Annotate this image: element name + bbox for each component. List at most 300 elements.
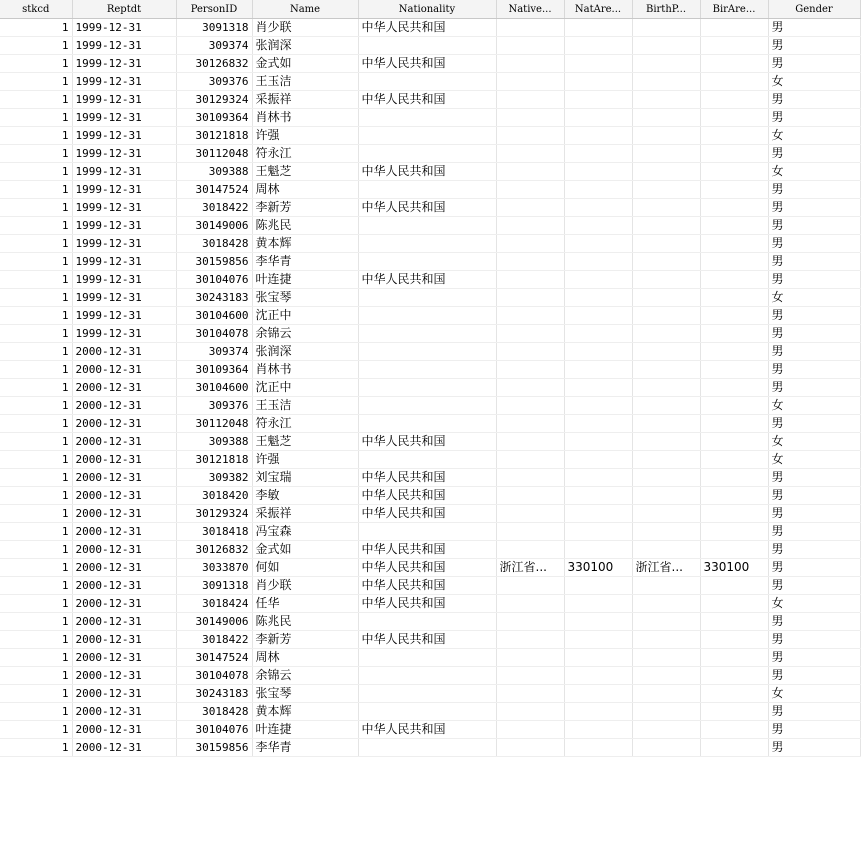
cell-nationality[interactable] <box>358 37 496 55</box>
cell-reptdt[interactable]: 2000-12-31 <box>72 487 176 505</box>
cell-birthplace[interactable] <box>632 325 700 343</box>
cell-birarea[interactable] <box>700 523 768 541</box>
cell-native[interactable] <box>496 109 564 127</box>
table-row[interactable] <box>0 685 860 703</box>
cell-natarea[interactable] <box>564 127 632 145</box>
table-row[interactable] <box>0 361 860 379</box>
cell-stkcd[interactable]: 1 <box>0 541 72 559</box>
cell-name[interactable]: 王玉洁 <box>252 73 358 91</box>
cell-native[interactable] <box>496 379 564 397</box>
cell-birthplace[interactable] <box>632 163 700 181</box>
cell-personid[interactable]: 3018424 <box>176 595 252 613</box>
cell-name[interactable]: 任华 <box>252 595 358 613</box>
cell-stkcd[interactable]: 1 <box>0 433 72 451</box>
cell-nationality[interactable] <box>358 181 496 199</box>
cell-personid[interactable]: 309376 <box>176 73 252 91</box>
cell-reptdt[interactable]: 1999-12-31 <box>72 325 176 343</box>
cell-birthplace[interactable] <box>632 361 700 379</box>
cell-personid[interactable]: 30109364 <box>176 109 252 127</box>
cell-native[interactable] <box>496 541 564 559</box>
cell-native[interactable] <box>496 667 564 685</box>
cell-personid[interactable]: 30104076 <box>176 721 252 739</box>
cell-gender[interactable]: 女 <box>768 163 860 181</box>
cell-personid[interactable]: 30104076 <box>176 271 252 289</box>
cell-birthplace[interactable] <box>632 451 700 469</box>
cell-natarea[interactable] <box>564 523 632 541</box>
cell-native[interactable] <box>496 199 564 217</box>
cell-reptdt[interactable]: 2000-12-31 <box>72 505 176 523</box>
cell-natarea[interactable] <box>564 343 632 361</box>
cell-gender[interactable]: 男 <box>768 631 860 649</box>
column-header-gender[interactable]: Gender <box>768 0 860 19</box>
cell-stkcd[interactable]: 1 <box>0 487 72 505</box>
cell-gender[interactable]: 男 <box>768 217 860 235</box>
cell-birthplace[interactable] <box>632 19 700 37</box>
cell-birthplace[interactable] <box>632 109 700 127</box>
cell-personid[interactable]: 309382 <box>176 469 252 487</box>
cell-personid[interactable]: 3091318 <box>176 577 252 595</box>
cell-name[interactable]: 符永江 <box>252 415 358 433</box>
cell-gender[interactable]: 男 <box>768 523 860 541</box>
cell-name[interactable]: 陈兆民 <box>252 613 358 631</box>
cell-birthplace[interactable] <box>632 415 700 433</box>
cell-birthplace[interactable] <box>632 739 700 757</box>
cell-birthplace[interactable]: 浙江省... <box>632 559 700 577</box>
cell-nationality[interactable] <box>358 415 496 433</box>
table-row[interactable] <box>0 541 860 559</box>
cell-gender[interactable]: 男 <box>768 559 860 577</box>
table-row[interactable] <box>0 163 860 181</box>
cell-native[interactable] <box>496 703 564 721</box>
cell-reptdt[interactable]: 1999-12-31 <box>72 55 176 73</box>
cell-natarea[interactable] <box>564 613 632 631</box>
cell-native[interactable] <box>496 739 564 757</box>
table-row[interactable] <box>0 199 860 217</box>
cell-gender[interactable]: 男 <box>768 703 860 721</box>
cell-birarea[interactable] <box>700 667 768 685</box>
cell-reptdt[interactable]: 2000-12-31 <box>72 523 176 541</box>
table-row[interactable] <box>0 613 860 631</box>
cell-birarea[interactable] <box>700 181 768 199</box>
cell-stkcd[interactable]: 1 <box>0 577 72 595</box>
cell-birthplace[interactable] <box>632 91 700 109</box>
cell-gender[interactable]: 男 <box>768 343 860 361</box>
cell-stkcd[interactable]: 1 <box>0 109 72 127</box>
column-header-name[interactable]: Name <box>252 0 358 19</box>
cell-natarea[interactable] <box>564 37 632 55</box>
cell-reptdt[interactable]: 2000-12-31 <box>72 667 176 685</box>
cell-name[interactable]: 金式如 <box>252 541 358 559</box>
cell-native[interactable] <box>496 415 564 433</box>
cell-nationality[interactable] <box>358 361 496 379</box>
cell-gender[interactable]: 男 <box>768 271 860 289</box>
cell-birthplace[interactable] <box>632 523 700 541</box>
cell-personid[interactable]: 309374 <box>176 37 252 55</box>
cell-birarea[interactable] <box>700 721 768 739</box>
cell-reptdt[interactable]: 1999-12-31 <box>72 307 176 325</box>
cell-native[interactable] <box>496 631 564 649</box>
cell-personid[interactable]: 3033870 <box>176 559 252 577</box>
cell-personid[interactable]: 30112048 <box>176 415 252 433</box>
cell-nationality[interactable]: 中华人民共和国 <box>358 469 496 487</box>
table-row[interactable] <box>0 379 860 397</box>
cell-natarea[interactable] <box>564 739 632 757</box>
cell-name[interactable]: 李华青 <box>252 739 358 757</box>
cell-reptdt[interactable]: 2000-12-31 <box>72 577 176 595</box>
cell-birarea[interactable] <box>700 55 768 73</box>
cell-natarea[interactable] <box>564 415 632 433</box>
cell-natarea[interactable] <box>564 721 632 739</box>
cell-name[interactable]: 张润深 <box>252 343 358 361</box>
cell-birarea[interactable] <box>700 397 768 415</box>
cell-birthplace[interactable] <box>632 379 700 397</box>
table-row[interactable] <box>0 37 860 55</box>
table-row[interactable] <box>0 721 860 739</box>
cell-stkcd[interactable]: 1 <box>0 91 72 109</box>
cell-natarea[interactable] <box>564 181 632 199</box>
table-row[interactable] <box>0 289 860 307</box>
table-row[interactable] <box>0 145 860 163</box>
cell-nationality[interactable]: 中华人民共和国 <box>358 487 496 505</box>
cell-native[interactable] <box>496 487 564 505</box>
cell-nationality[interactable] <box>358 523 496 541</box>
cell-gender[interactable]: 男 <box>768 469 860 487</box>
cell-nationality[interactable]: 中华人民共和国 <box>358 19 496 37</box>
cell-reptdt[interactable]: 2000-12-31 <box>72 631 176 649</box>
cell-native[interactable] <box>496 343 564 361</box>
cell-stkcd[interactable]: 1 <box>0 325 72 343</box>
cell-personid[interactable]: 3018428 <box>176 703 252 721</box>
cell-stkcd[interactable]: 1 <box>0 595 72 613</box>
cell-personid[interactable]: 309376 <box>176 397 252 415</box>
cell-gender[interactable]: 男 <box>768 109 860 127</box>
cell-nationality[interactable]: 中华人民共和国 <box>358 91 496 109</box>
cell-reptdt[interactable]: 2000-12-31 <box>72 703 176 721</box>
cell-nationality[interactable]: 中华人民共和国 <box>358 55 496 73</box>
cell-personid[interactable]: 30129324 <box>176 505 252 523</box>
cell-native[interactable] <box>496 37 564 55</box>
cell-native[interactable] <box>496 361 564 379</box>
cell-personid[interactable]: 30104600 <box>176 379 252 397</box>
cell-native[interactable] <box>496 55 564 73</box>
table-row[interactable] <box>0 55 860 73</box>
cell-birarea[interactable] <box>700 649 768 667</box>
cell-gender[interactable]: 男 <box>768 505 860 523</box>
cell-native[interactable] <box>496 145 564 163</box>
cell-gender[interactable]: 男 <box>768 721 860 739</box>
cell-reptdt[interactable]: 2000-12-31 <box>72 451 176 469</box>
cell-stkcd[interactable]: 1 <box>0 307 72 325</box>
cell-reptdt[interactable]: 1999-12-31 <box>72 199 176 217</box>
cell-reptdt[interactable]: 2000-12-31 <box>72 343 176 361</box>
cell-reptdt[interactable]: 2000-12-31 <box>72 469 176 487</box>
cell-name[interactable]: 王玉洁 <box>252 397 358 415</box>
cell-native[interactable] <box>496 613 564 631</box>
cell-birarea[interactable]: 330100 <box>700 559 768 577</box>
cell-stkcd[interactable]: 1 <box>0 451 72 469</box>
cell-birthplace[interactable] <box>632 289 700 307</box>
cell-reptdt[interactable]: 1999-12-31 <box>72 271 176 289</box>
cell-birarea[interactable] <box>700 91 768 109</box>
cell-stkcd[interactable]: 1 <box>0 163 72 181</box>
cell-name[interactable]: 黄本辉 <box>252 703 358 721</box>
table-row[interactable] <box>0 91 860 109</box>
cell-personid[interactable]: 30147524 <box>176 649 252 667</box>
cell-reptdt[interactable]: 1999-12-31 <box>72 217 176 235</box>
cell-native[interactable] <box>496 217 564 235</box>
cell-birthplace[interactable] <box>632 469 700 487</box>
cell-native[interactable] <box>496 253 564 271</box>
cell-natarea[interactable] <box>564 379 632 397</box>
cell-native[interactable] <box>496 127 564 145</box>
cell-nationality[interactable] <box>358 127 496 145</box>
cell-nationality[interactable] <box>358 253 496 271</box>
cell-name[interactable]: 余锦云 <box>252 325 358 343</box>
cell-personid[interactable]: 30243183 <box>176 289 252 307</box>
cell-stkcd[interactable]: 1 <box>0 235 72 253</box>
cell-personid[interactable]: 30147524 <box>176 181 252 199</box>
cell-name[interactable]: 肖林书 <box>252 361 358 379</box>
cell-nationality[interactable] <box>358 343 496 361</box>
cell-gender[interactable]: 男 <box>768 541 860 559</box>
cell-gender[interactable]: 男 <box>768 91 860 109</box>
cell-natarea[interactable] <box>564 433 632 451</box>
cell-reptdt[interactable]: 1999-12-31 <box>72 235 176 253</box>
cell-gender[interactable]: 女 <box>768 73 860 91</box>
table-row[interactable] <box>0 703 860 721</box>
cell-birthplace[interactable] <box>632 703 700 721</box>
cell-name[interactable]: 叶连捷 <box>252 721 358 739</box>
cell-birarea[interactable] <box>700 199 768 217</box>
cell-gender[interactable]: 女 <box>768 451 860 469</box>
table-row[interactable] <box>0 505 860 523</box>
cell-stkcd[interactable]: 1 <box>0 181 72 199</box>
cell-natarea[interactable] <box>564 235 632 253</box>
cell-native[interactable] <box>496 19 564 37</box>
cell-nationality[interactable] <box>358 667 496 685</box>
table-row[interactable] <box>0 739 860 757</box>
cell-stkcd[interactable]: 1 <box>0 559 72 577</box>
cell-nationality[interactable] <box>358 145 496 163</box>
cell-reptdt[interactable]: 2000-12-31 <box>72 685 176 703</box>
cell-birthplace[interactable] <box>632 235 700 253</box>
cell-birarea[interactable] <box>700 469 768 487</box>
cell-stkcd[interactable]: 1 <box>0 685 72 703</box>
table-row[interactable] <box>0 253 860 271</box>
column-header-native[interactable]: Native... <box>496 0 564 19</box>
cell-reptdt[interactable]: 1999-12-31 <box>72 253 176 271</box>
cell-native[interactable] <box>496 469 564 487</box>
cell-nationality[interactable]: 中华人民共和国 <box>358 541 496 559</box>
cell-stkcd[interactable]: 1 <box>0 127 72 145</box>
cell-gender[interactable]: 男 <box>768 199 860 217</box>
cell-nationality[interactable] <box>358 289 496 307</box>
cell-reptdt[interactable]: 2000-12-31 <box>72 361 176 379</box>
cell-nationality[interactable]: 中华人民共和国 <box>358 577 496 595</box>
cell-reptdt[interactable]: 1999-12-31 <box>72 127 176 145</box>
cell-name[interactable]: 肖林书 <box>252 109 358 127</box>
table-row[interactable] <box>0 109 860 127</box>
cell-reptdt[interactable]: 1999-12-31 <box>72 91 176 109</box>
table-row[interactable] <box>0 415 860 433</box>
cell-gender[interactable]: 男 <box>768 307 860 325</box>
cell-native[interactable] <box>496 577 564 595</box>
cell-personid[interactable]: 30121818 <box>176 451 252 469</box>
cell-birthplace[interactable] <box>632 577 700 595</box>
cell-natarea[interactable] <box>564 541 632 559</box>
cell-native[interactable] <box>496 91 564 109</box>
cell-reptdt[interactable]: 1999-12-31 <box>72 109 176 127</box>
cell-birarea[interactable] <box>700 235 768 253</box>
cell-stkcd[interactable]: 1 <box>0 469 72 487</box>
cell-personid[interactable]: 30129324 <box>176 91 252 109</box>
cell-name[interactable]: 符永江 <box>252 145 358 163</box>
cell-native[interactable] <box>496 433 564 451</box>
cell-gender[interactable]: 女 <box>768 289 860 307</box>
cell-gender[interactable]: 男 <box>768 739 860 757</box>
cell-birthplace[interactable] <box>632 649 700 667</box>
cell-birarea[interactable] <box>700 127 768 145</box>
cell-name[interactable]: 肖少联 <box>252 577 358 595</box>
cell-birarea[interactable] <box>700 541 768 559</box>
cell-name[interactable]: 王魁芝 <box>252 163 358 181</box>
cell-name[interactable]: 周林 <box>252 649 358 667</box>
cell-natarea[interactable] <box>564 307 632 325</box>
cell-birthplace[interactable] <box>632 721 700 739</box>
cell-natarea[interactable] <box>564 217 632 235</box>
cell-nationality[interactable] <box>358 397 496 415</box>
cell-birarea[interactable] <box>700 613 768 631</box>
cell-nationality[interactable] <box>358 73 496 91</box>
cell-reptdt[interactable]: 2000-12-31 <box>72 397 176 415</box>
cell-reptdt[interactable]: 2000-12-31 <box>72 739 176 757</box>
cell-name[interactable]: 冯宝森 <box>252 523 358 541</box>
cell-native[interactable] <box>496 73 564 91</box>
cell-personid[interactable]: 3018422 <box>176 199 252 217</box>
cell-reptdt[interactable]: 2000-12-31 <box>72 379 176 397</box>
cell-native[interactable] <box>496 685 564 703</box>
cell-stkcd[interactable]: 1 <box>0 217 72 235</box>
cell-reptdt[interactable]: 2000-12-31 <box>72 433 176 451</box>
cell-gender[interactable]: 男 <box>768 145 860 163</box>
cell-gender[interactable]: 女 <box>768 127 860 145</box>
cell-stkcd[interactable]: 1 <box>0 55 72 73</box>
cell-name[interactable]: 金式如 <box>252 55 358 73</box>
cell-gender[interactable]: 男 <box>768 253 860 271</box>
cell-native[interactable]: 浙江省... <box>496 559 564 577</box>
cell-birthplace[interactable] <box>632 199 700 217</box>
cell-nationality[interactable]: 中华人民共和国 <box>358 505 496 523</box>
cell-personid[interactable]: 3018428 <box>176 235 252 253</box>
cell-name[interactable]: 许强 <box>252 451 358 469</box>
cell-personid[interactable]: 30126832 <box>176 541 252 559</box>
cell-native[interactable] <box>496 505 564 523</box>
cell-birarea[interactable] <box>700 505 768 523</box>
cell-natarea[interactable] <box>564 505 632 523</box>
cell-stkcd[interactable]: 1 <box>0 19 72 37</box>
column-header-birthplace[interactable]: BirthP... <box>632 0 700 19</box>
cell-native[interactable] <box>496 451 564 469</box>
cell-natarea[interactable] <box>564 595 632 613</box>
table-row[interactable] <box>0 217 860 235</box>
cell-nationality[interactable]: 中华人民共和国 <box>358 631 496 649</box>
table-row[interactable] <box>0 577 860 595</box>
table-row[interactable] <box>0 127 860 145</box>
cell-nationality[interactable] <box>358 217 496 235</box>
cell-birarea[interactable] <box>700 145 768 163</box>
cell-stkcd[interactable]: 1 <box>0 145 72 163</box>
table-row[interactable] <box>0 433 860 451</box>
cell-birthplace[interactable] <box>632 37 700 55</box>
cell-birarea[interactable] <box>700 73 768 91</box>
cell-personid[interactable]: 3091318 <box>176 19 252 37</box>
cell-native[interactable] <box>496 595 564 613</box>
cell-birthplace[interactable] <box>632 505 700 523</box>
cell-native[interactable] <box>496 307 564 325</box>
cell-stkcd[interactable]: 1 <box>0 505 72 523</box>
cell-reptdt[interactable]: 2000-12-31 <box>72 541 176 559</box>
cell-natarea[interactable] <box>564 469 632 487</box>
cell-gender[interactable]: 男 <box>768 55 860 73</box>
cell-stkcd[interactable]: 1 <box>0 667 72 685</box>
cell-natarea[interactable] <box>564 145 632 163</box>
cell-birarea[interactable] <box>700 487 768 505</box>
cell-reptdt[interactable]: 2000-12-31 <box>72 595 176 613</box>
cell-natarea[interactable] <box>564 361 632 379</box>
cell-nationality[interactable] <box>358 739 496 757</box>
cell-birarea[interactable] <box>700 217 768 235</box>
cell-birarea[interactable] <box>700 379 768 397</box>
cell-personid[interactable]: 30243183 <box>176 685 252 703</box>
table-row[interactable] <box>0 523 860 541</box>
cell-birthplace[interactable] <box>632 217 700 235</box>
cell-native[interactable] <box>496 163 564 181</box>
cell-birthplace[interactable] <box>632 541 700 559</box>
table-row[interactable] <box>0 73 860 91</box>
cell-gender[interactable]: 女 <box>768 433 860 451</box>
cell-birthplace[interactable] <box>632 55 700 73</box>
column-header-reptdt[interactable]: Reptdt <box>72 0 176 19</box>
cell-nationality[interactable] <box>358 649 496 667</box>
cell-birarea[interactable] <box>700 307 768 325</box>
cell-natarea[interactable] <box>564 199 632 217</box>
cell-personid[interactable]: 30149006 <box>176 217 252 235</box>
cell-name[interactable]: 采振祥 <box>252 91 358 109</box>
cell-nationality[interactable] <box>358 379 496 397</box>
cell-personid[interactable]: 30104600 <box>176 307 252 325</box>
cell-birthplace[interactable] <box>632 397 700 415</box>
cell-native[interactable] <box>496 721 564 739</box>
cell-reptdt[interactable]: 2000-12-31 <box>72 613 176 631</box>
cell-nationality[interactable]: 中华人民共和国 <box>358 595 496 613</box>
cell-gender[interactable]: 男 <box>768 19 860 37</box>
cell-nationality[interactable]: 中华人民共和国 <box>358 163 496 181</box>
cell-nationality[interactable] <box>358 685 496 703</box>
cell-nationality[interactable] <box>358 307 496 325</box>
table-row[interactable] <box>0 271 860 289</box>
cell-birarea[interactable] <box>700 109 768 127</box>
cell-birthplace[interactable] <box>632 667 700 685</box>
cell-nationality[interactable] <box>358 325 496 343</box>
cell-stkcd[interactable]: 1 <box>0 415 72 433</box>
cell-stkcd[interactable]: 1 <box>0 649 72 667</box>
cell-natarea[interactable] <box>564 685 632 703</box>
cell-stkcd[interactable]: 1 <box>0 703 72 721</box>
table-row[interactable] <box>0 343 860 361</box>
cell-birarea[interactable] <box>700 433 768 451</box>
cell-birthplace[interactable] <box>632 613 700 631</box>
cell-birthplace[interactable] <box>632 685 700 703</box>
